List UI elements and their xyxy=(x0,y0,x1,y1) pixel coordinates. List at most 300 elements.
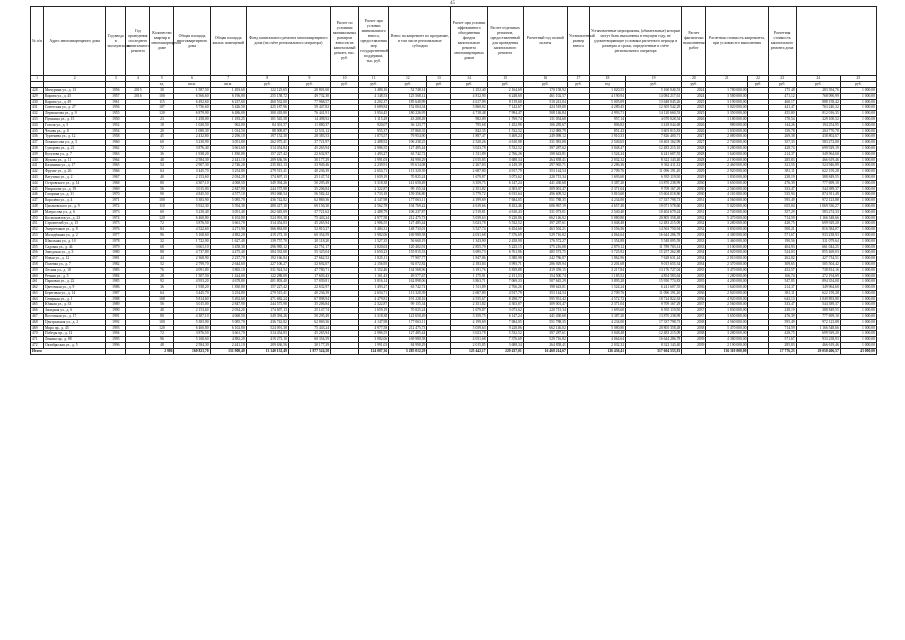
data-cell: 244 575,98 xyxy=(246,302,288,308)
data-cell: 1 000,00 xyxy=(840,337,876,343)
data-cell: 174 697,13 xyxy=(246,308,288,314)
data-cell: 2037 xyxy=(682,314,706,320)
column-number: 11 xyxy=(359,76,389,82)
data-cell: 108 xyxy=(150,296,174,302)
address-cell: Кирова ул., д. 49 xyxy=(44,99,106,105)
data-cell: 4 577,10 xyxy=(210,192,246,198)
data-cell: 45 265,94 xyxy=(288,221,330,227)
data-cell: 150,78 xyxy=(768,128,796,134)
total-cell xyxy=(126,348,150,354)
data-cell: 2027 xyxy=(682,140,706,146)
data-cell: 2 015,85 xyxy=(451,343,487,349)
column-number: 19 xyxy=(626,76,682,82)
data-cell: 699 929,20 xyxy=(796,221,840,227)
data-cell: 5 080,80 xyxy=(589,325,625,331)
data-cell: 180 226,95 xyxy=(389,111,427,117)
data-cell: 1992 xyxy=(106,319,126,325)
data-cell: 3 470 000,00 xyxy=(706,267,748,273)
address-cell: Жукова ул., д. 11 xyxy=(44,157,106,163)
unit-cell: руб. xyxy=(567,82,589,88)
data-cell: 3 876,50 xyxy=(174,331,210,337)
data-cell: 3 688,34 xyxy=(487,157,523,163)
data-cell: 1988 xyxy=(106,296,126,302)
data-cell: 162 898,06 xyxy=(389,279,427,285)
total-cell: 229 437,01 xyxy=(487,348,523,354)
data-cell: 177 063,11 xyxy=(389,198,427,204)
data-cell: 4 882,20 xyxy=(210,232,246,238)
data-cell: 64 xyxy=(150,169,174,175)
data-cell: 461 102,57 xyxy=(523,93,567,99)
data-cell: 4 977,58 xyxy=(359,215,389,221)
data-cell: 1 910,33 xyxy=(589,134,625,140)
data-cell: 95 614,08 xyxy=(389,163,427,169)
data-cell: 18 xyxy=(150,122,174,128)
data-cell: 1973 xyxy=(106,209,126,215)
data-cell: 662 146,02 xyxy=(523,325,567,331)
data-cell: 4 380 000,00 xyxy=(706,232,748,238)
data-cell: 23 xyxy=(150,116,174,122)
data-cell: 2030 xyxy=(682,180,706,186)
data-cell: 11 789 703,14 xyxy=(626,244,682,250)
data-cell: 1 000,00 xyxy=(840,343,876,349)
data-cell: 20 xyxy=(150,128,174,134)
data-cell: 452,57 xyxy=(768,267,796,273)
data-cell: 1 000,00 xyxy=(840,267,876,273)
data-cell: 1971 xyxy=(106,198,126,204)
data-cell: 5 168,60 xyxy=(174,232,210,238)
data-cell: 2028 xyxy=(682,157,706,163)
data-cell: 465 xyxy=(31,302,44,308)
data-cell: 40 xyxy=(150,174,174,180)
data-cell: 52 810,27 xyxy=(288,227,330,233)
data-cell: 1967 xyxy=(106,174,126,180)
data-cell: 2028 xyxy=(682,145,706,151)
data-cell: 1966 xyxy=(106,169,126,175)
data-cell: 427 734,51 xyxy=(796,256,840,262)
data-cell: 441 430,68 xyxy=(523,180,567,186)
data-cell: 6 147,24 xyxy=(487,180,523,186)
data-cell: 2029 xyxy=(682,174,706,180)
total-cell: 1 877 524,58 xyxy=(288,348,330,354)
column-header: Установленные мероприятия, (обязательные) которые могут быть выполнены в текущем году, не удовлетворяющие условиям расчетного периода в размерах и сроки, определенные в счёте регионального оператора xyxy=(589,7,681,76)
data-cell: 43 208,49 xyxy=(389,116,427,122)
data-cell: 471 682,24 xyxy=(246,296,288,302)
data-cell: 33 949,46 xyxy=(288,163,330,169)
data-cell: 314 454,83 xyxy=(246,221,288,227)
data-cell: 505 504,42 xyxy=(796,261,840,267)
data-cell: 2 986,55 xyxy=(359,145,389,151)
data-cell: 2 151,53 xyxy=(487,273,523,279)
data-cell: 662 146,02 xyxy=(523,215,567,221)
data-cell: 198 643,81 xyxy=(523,285,567,291)
data-cell: 3 318,38 xyxy=(359,180,389,186)
data-cell: 452 xyxy=(31,227,44,233)
data-cell: 6 196,00 xyxy=(210,93,246,99)
data-cell: 2 164,69 xyxy=(487,88,523,94)
total-cell: 160 823,70 xyxy=(174,348,210,354)
data-cell: 1983 xyxy=(106,267,126,273)
data-cell: 1 659,19 xyxy=(359,308,389,314)
unit-cell: руб. xyxy=(796,82,840,88)
data-cell: 4 977,58 xyxy=(359,325,389,331)
data-cell: 544 389,37 xyxy=(796,186,840,192)
data-cell: 1 991,03 xyxy=(359,343,389,349)
data-cell: 4 110 000,00 xyxy=(706,192,748,198)
data-cell: 874 911,49 xyxy=(796,192,840,198)
data-cell: 99 155,34 xyxy=(389,186,427,192)
data-cell: 5 085,70 xyxy=(210,198,246,204)
data-cell: 1 847,86 xyxy=(451,256,487,262)
column-header-empty xyxy=(796,7,876,76)
page-number: 45 xyxy=(450,1,455,6)
unit-cell: руб. xyxy=(523,82,567,88)
data-cell: 1 659,19 xyxy=(359,174,389,180)
data-cell: 10 403 162,99 xyxy=(626,140,682,146)
data-cell: 2 920 000,00 xyxy=(706,169,748,175)
data-cell: 3 695,73 xyxy=(451,250,487,256)
data-cell: 404,93 xyxy=(768,244,796,250)
column-header: Расчетная стоимость капитального ремонта дома xyxy=(768,7,796,76)
data-cell: 5 080,80 xyxy=(589,215,625,221)
data-cell: 50 295,49 xyxy=(288,314,330,320)
unit-cell: кв.м. xyxy=(210,82,246,88)
data-cell: 419 273,10 xyxy=(246,232,288,238)
unit-cell: ед. xyxy=(150,82,174,88)
data-cell: 2 032,32 xyxy=(589,343,625,349)
data-cell: 714,59 xyxy=(768,215,796,221)
data-cell: 204 770,78 xyxy=(796,128,840,134)
data-cell: 1 679,87 xyxy=(451,174,487,180)
data-cell: 12 483 215,10 xyxy=(626,145,682,151)
data-cell: 35 206,84 xyxy=(288,186,330,192)
data-cell: 1 000,00 xyxy=(840,203,876,209)
data-cell: 2033 xyxy=(682,232,706,238)
address-cell: Пушкина ул., д. 15 xyxy=(44,116,106,122)
data-cell: 1 862,96 xyxy=(589,256,625,262)
data-cell: 1 000,00 xyxy=(840,296,876,302)
data-cell: 37 721,62 xyxy=(288,209,330,215)
unit-cell: руб. xyxy=(682,82,706,88)
data-cell: 6 241 607,55 xyxy=(626,151,682,157)
data-cell: 1956 xyxy=(106,105,126,111)
data-cell: 6 486,00 xyxy=(210,111,246,117)
address-cell: Энергетиков ул., д. 8 xyxy=(44,227,106,233)
data-cell: 192 166,84 xyxy=(246,256,288,262)
address-cell: Калинина ул., д. 17 xyxy=(44,163,106,169)
data-cell: 4 149,39 xyxy=(487,163,523,169)
data-cell: 20 118,20 xyxy=(288,238,330,244)
data-cell: 2 156,95 xyxy=(359,261,389,267)
data-cell: 52 xyxy=(150,261,174,267)
data-cell: 437 xyxy=(31,140,44,146)
data-cell: 5 532,52 xyxy=(487,331,523,337)
data-cell: 96 xyxy=(150,232,174,238)
data-cell: 4 031,68 xyxy=(451,232,487,238)
data-cell: 738 814,16 xyxy=(796,267,840,273)
data-cell: 166,74 xyxy=(768,273,796,279)
data-cell: 1 069 336,27 xyxy=(796,203,840,209)
data-cell: 174 697,13 xyxy=(246,174,288,180)
data-cell: 1 938,20 xyxy=(174,151,210,157)
address-cell: Ватутина ул., д. 2 xyxy=(44,174,106,180)
data-cell: 1984 xyxy=(106,273,126,279)
data-cell: 2 687,80 xyxy=(451,290,487,296)
column-number: 16 xyxy=(523,76,567,82)
data-cell: 3 725,92 xyxy=(589,250,625,256)
column-header: Год проведения последнего капитального ремонта xyxy=(126,7,150,76)
data-cell: 3 779,72 xyxy=(451,192,487,198)
data-cell: 36 xyxy=(150,285,174,291)
data-cell: 463 502,21 xyxy=(523,227,567,233)
data-cell: 1 524,24 xyxy=(589,285,625,291)
data-cell: 5 839,88 xyxy=(487,267,523,273)
data-cell: 476,39 xyxy=(768,180,796,186)
data-cell: 159 356,80 xyxy=(389,192,427,198)
data-cell: 1977 xyxy=(106,232,126,238)
data-cell: 3 865,10 xyxy=(210,267,246,273)
data-cell: 381,11 xyxy=(768,290,796,296)
unit-cell: руб. xyxy=(246,82,288,88)
data-cell: 2 371,04 xyxy=(589,302,625,308)
data-cell: 622 159,28 xyxy=(796,169,840,175)
data-cell: 1 830,80 xyxy=(210,151,246,157)
data-cell: 816 584,07 xyxy=(796,227,840,233)
data-cell: 1 000,00 xyxy=(840,314,876,320)
data-cell: 349 394,26 xyxy=(246,180,288,186)
data-cell: 5 532,52 xyxy=(487,221,523,227)
data-cell: 45 265,94 xyxy=(288,331,330,337)
data-cell: 262 045,69 xyxy=(246,209,288,215)
data-cell: 56 xyxy=(150,302,174,308)
data-cell: 595,49 xyxy=(768,319,796,325)
data-cell: 962,00 xyxy=(210,122,246,128)
data-cell: 9 015 655,34 xyxy=(626,261,682,267)
data-cell: 3 387,20 xyxy=(589,180,625,186)
data-cell: 169 980,58 xyxy=(389,337,427,343)
data-cell: 466 619,46 xyxy=(796,157,840,163)
unit-cell: руб. xyxy=(748,82,768,88)
column-header: Общая площадь жилых помещений xyxy=(210,7,246,76)
data-cell: 2034 xyxy=(682,261,706,267)
data-cell: 283 394,76 xyxy=(796,88,840,94)
address-cell: Королёва ул., д. 4 xyxy=(44,198,106,204)
address-cell: Островского ул., д. 14 xyxy=(44,180,106,186)
data-cell: 777 699,10 xyxy=(796,180,840,186)
data-cell: 1980 xyxy=(106,250,126,256)
data-cell: 508 146,84 xyxy=(523,111,567,117)
data-cell: 3 350 000,00 xyxy=(706,111,748,117)
address-cell: Победы пр., д. 12 xyxy=(44,331,106,337)
data-cell: 100 xyxy=(150,93,174,99)
data-cell: 212 475,73 xyxy=(389,325,427,331)
data-cell: 353 144,54 xyxy=(523,290,567,296)
data-cell: 4 917,79 xyxy=(487,290,523,296)
data-cell: 2030 xyxy=(682,192,706,198)
data-cell: 357,33 xyxy=(768,140,796,146)
data-cell: 70 825,24 xyxy=(389,308,427,314)
data-cell: 471,12 xyxy=(768,93,796,99)
total-cell xyxy=(331,348,359,354)
data-cell: 571,67 xyxy=(768,337,796,343)
data-cell: 84 990,29 xyxy=(389,157,427,163)
data-cell: 5 160 040,53 xyxy=(626,88,682,94)
data-cell: 1957 xyxy=(106,93,126,99)
data-cell: 5 039,63 xyxy=(451,325,487,331)
data-cell: 4 068,50 xyxy=(210,180,246,186)
table-body xyxy=(31,88,877,349)
column-header: Год ввода в эксплуатацию xyxy=(106,7,126,76)
data-cell: 3 318,38 xyxy=(359,314,389,320)
data-cell: 2 654,71 xyxy=(359,290,389,296)
data-cell: 2 201,68 xyxy=(589,261,625,267)
data-cell: 397 287,61 xyxy=(523,331,567,337)
data-cell: 67 898,94 xyxy=(288,296,330,302)
data-cell: 4 535,67 xyxy=(451,296,487,302)
column-header: Расчет при условии эффективного объединения фондов капитального ремонта многоквартирных домов xyxy=(451,7,487,76)
data-cell: 1 000,00 xyxy=(840,169,876,175)
data-cell: 4 190,94 xyxy=(589,93,625,99)
total-cell: 125 442,17 xyxy=(451,348,487,354)
address-cell: Речная ул., д. 5 xyxy=(44,273,106,279)
data-cell: 47 780,71 xyxy=(288,267,330,273)
data-cell: 366 863,00 xyxy=(246,227,288,233)
data-cell: 3 661,10 xyxy=(174,244,210,250)
address-cell: Западная ул., д. 6 xyxy=(44,308,106,314)
data-cell: 699 929,20 xyxy=(796,331,840,337)
data-cell: 134 568,96 xyxy=(389,267,427,273)
data-cell: 4 307,10 xyxy=(174,180,210,186)
address-cell: Ломоносова ул., д. 3 xyxy=(44,140,106,146)
data-cell: 3 073,62 xyxy=(487,308,523,314)
data-cell: 606 967,19 xyxy=(523,203,567,209)
data-cell: 77 968,57 xyxy=(288,99,330,105)
data-cell: 4 064,64 xyxy=(589,337,625,343)
data-cell: 2 441,10 xyxy=(210,157,246,163)
column-number: 10 xyxy=(331,76,359,82)
data-cell: 5 756,60 xyxy=(174,105,210,111)
total-cell xyxy=(106,348,126,354)
data-cell: 425 187,96 xyxy=(246,105,288,111)
data-cell: 4 380 000,00 xyxy=(706,337,748,343)
data-cell: 3 688,34 xyxy=(487,343,523,349)
data-cell: 551 788,35 xyxy=(523,198,567,204)
data-cell: 2 855,79 xyxy=(451,244,487,250)
data-cell: 4 610,43 xyxy=(487,209,523,215)
data-cell: 1 000,00 xyxy=(840,198,876,204)
data-cell: 2024 xyxy=(682,88,706,94)
data-cell: 3 048,48 xyxy=(589,331,625,337)
data-cell: 1 780 000,00 xyxy=(706,88,748,94)
data-cell: 2035 xyxy=(682,279,706,285)
table-header xyxy=(31,7,877,88)
data-cell: 99 155,34 xyxy=(389,302,427,308)
data-cell: 714,59 xyxy=(768,325,796,331)
data-cell: 63 742,72 xyxy=(389,285,427,291)
data-cell: 309,65 xyxy=(768,261,796,267)
data-cell: 2036 xyxy=(682,296,706,302)
data-cell: 397 287,62 xyxy=(523,145,567,151)
data-cell: 1982 xyxy=(106,261,126,267)
data-cell: 107 xyxy=(150,105,174,111)
data-cell: 4 479,81 xyxy=(359,296,389,302)
column-header: Количество квартир в многоквартирном доме xyxy=(150,7,174,76)
data-cell: 106 237,87 xyxy=(389,209,427,215)
data-cell: 84 990,29 xyxy=(389,343,427,349)
data-cell: 6 241 607,55 xyxy=(626,285,682,291)
data-cell: 2 709,76 xyxy=(589,290,625,296)
data-cell: 4 148,53 xyxy=(359,93,389,99)
data-cell: 264 858,41 xyxy=(523,343,567,349)
data-cell: 3 982,06 xyxy=(359,232,389,238)
data-cell: 14 563 750,94 xyxy=(626,227,682,233)
data-cell: 3 876,50 xyxy=(174,221,210,227)
data-cell: 1 000,00 xyxy=(840,111,876,117)
data-cell: 25 147,74 xyxy=(288,174,330,180)
data-cell: 1963 xyxy=(106,151,126,157)
address-cell: Цветочная ул., д. 9 xyxy=(44,285,106,291)
data-cell: 2 190 000,00 xyxy=(706,157,748,163)
data-cell: 3 860,02 xyxy=(451,105,487,111)
data-cell: 1 938,20 xyxy=(174,285,210,291)
data-cell: 3 380,98 xyxy=(487,256,523,262)
total-cell: 2 986 xyxy=(150,348,174,354)
data-cell: 155 815,53 xyxy=(389,250,427,256)
data-cell: 2 687,80 xyxy=(451,169,487,175)
data-cell: 428 xyxy=(31,88,44,94)
data-cell: 2025 xyxy=(682,99,706,105)
address-cell: Полевая ул., д. 7 xyxy=(44,261,106,267)
data-cell: 2038 xyxy=(682,319,706,325)
address-cell: Северная ул., д. 1 xyxy=(44,296,106,302)
data-cell: 468 xyxy=(31,319,44,325)
data-cell: 1 161,43 xyxy=(359,273,389,279)
data-cell: 28 xyxy=(150,273,174,279)
data-cell: 6 460,80 xyxy=(174,325,210,331)
data-cell: 2036 xyxy=(682,290,706,296)
data-cell: 1 722,90 xyxy=(174,238,210,244)
data-cell: 3 661,70 xyxy=(210,331,246,337)
data-cell: 4 200 000,00 xyxy=(706,279,748,285)
data-cell: 2 540,40 xyxy=(589,209,625,215)
column-header: Фонд капитального ремонта многоквартирного дома (на счёте регионального оператора) xyxy=(246,7,330,76)
data-cell: 9 709 167,29 xyxy=(626,302,682,308)
data-cell: 429 xyxy=(31,93,44,99)
data-cell: 4 678,80 xyxy=(210,279,246,285)
data-cell: 2 740 000,00 xyxy=(706,209,748,215)
data-cell: 14 084 217,61 xyxy=(626,93,682,99)
data-cell: 428,75 xyxy=(768,331,796,337)
data-cell: 463 xyxy=(31,290,44,296)
data-cell: 1 252,40 xyxy=(451,88,487,94)
data-cell: 76 441,91 xyxy=(288,111,330,117)
data-cell: 3 418 044,68 xyxy=(626,122,682,128)
data-cell: 3 359,75 xyxy=(451,180,487,186)
data-cell: 1 587,50 xyxy=(174,88,210,94)
data-cell: 440 xyxy=(31,157,44,163)
data-cell: 9 220,86 xyxy=(487,215,523,221)
data-cell: 5 085,70 xyxy=(210,319,246,325)
data-cell: 6 915,64 xyxy=(487,192,523,198)
data-cell: 428,75 xyxy=(768,221,796,227)
data-cell: 1974 xyxy=(106,215,126,221)
data-cell: 100 xyxy=(150,198,174,204)
data-cell: 106 285,67 xyxy=(523,122,567,128)
data-cell: 4 617,09 xyxy=(451,99,487,105)
column-header: Взнос на капремонт по программе, в том числе региональные субсидии xyxy=(389,7,451,76)
data-cell: 454 xyxy=(31,238,44,244)
address-cell: Школьная ул., д. 10 xyxy=(44,238,106,244)
data-cell: 1 000,00 xyxy=(840,285,876,291)
